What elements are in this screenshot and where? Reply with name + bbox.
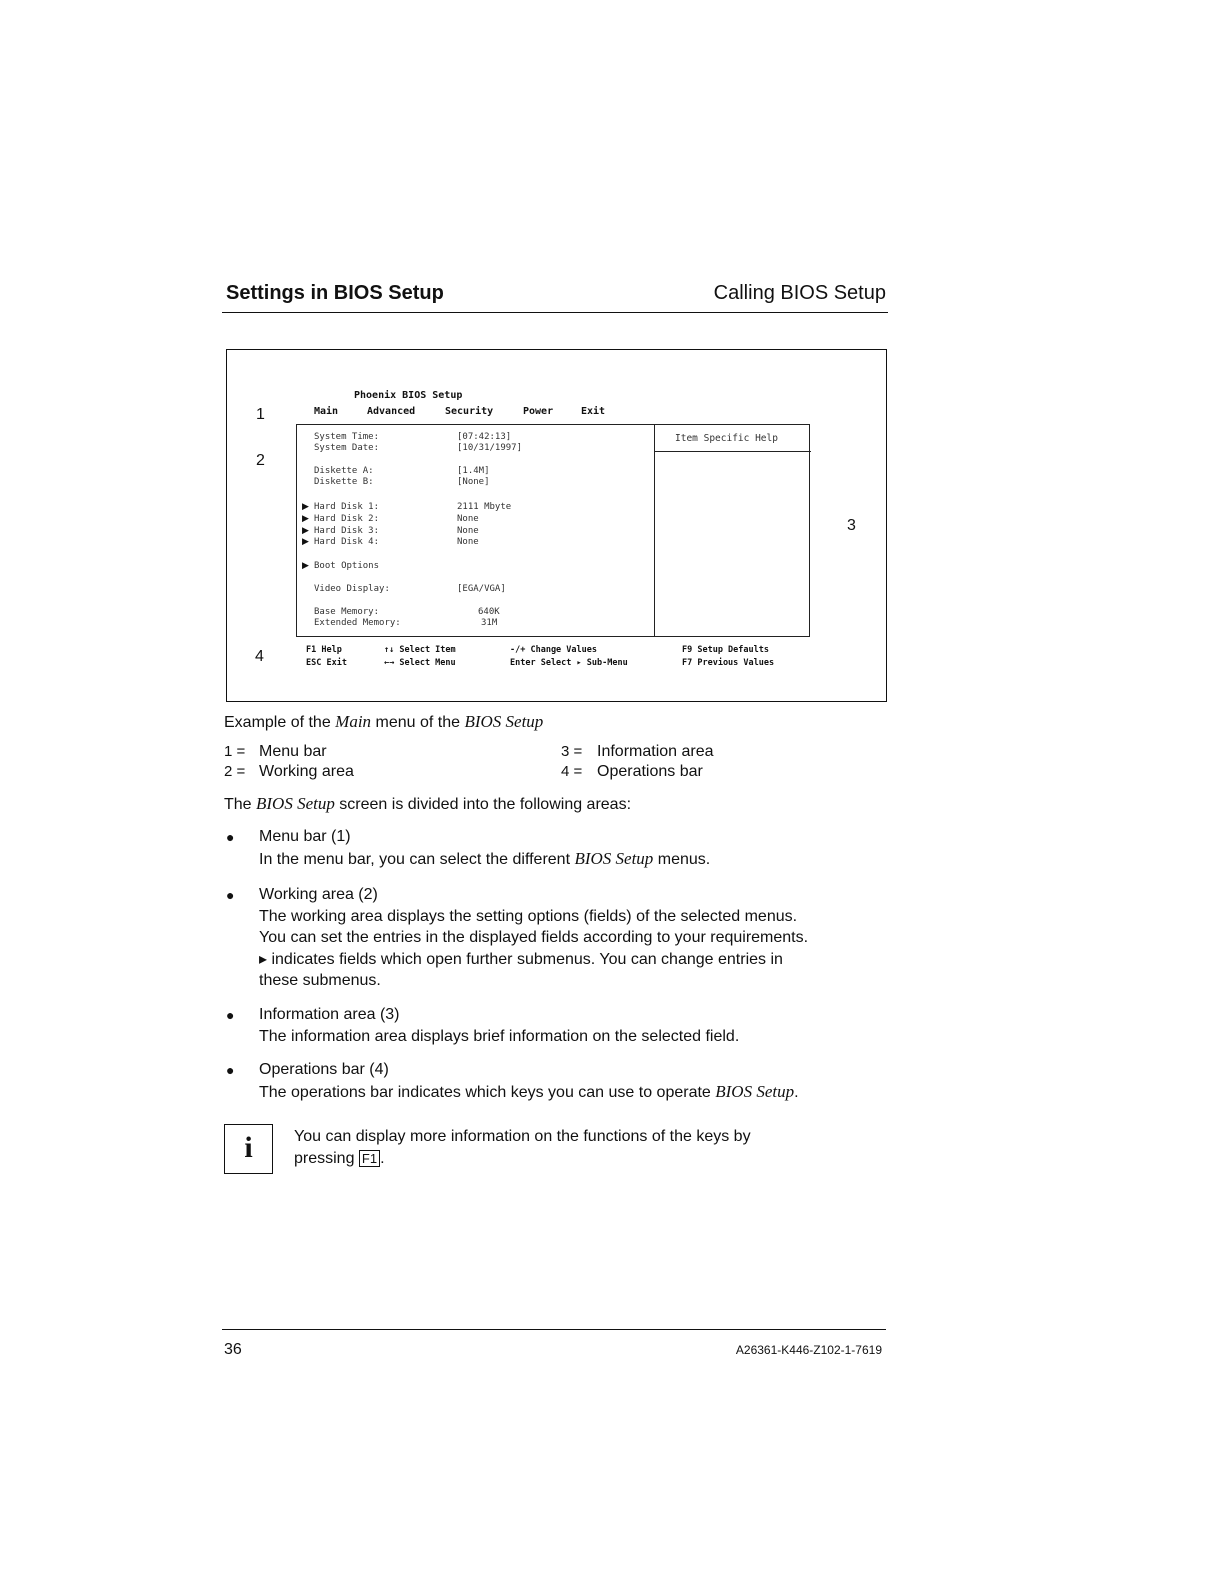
note-line bbox=[294, 1148, 934, 1170]
menu-exit[interactable]: Exit bbox=[581, 406, 606, 417]
field-value[interactable]: None bbox=[457, 537, 479, 547]
bullet-information-area bbox=[259, 1004, 899, 1047]
bullet-body: The information area displays brief information on the selected field. bbox=[259, 1027, 740, 1045]
help-underline bbox=[654, 451, 811, 452]
help-title: Item Specific Help bbox=[675, 433, 778, 444]
op-select-submenu: Enter Select ▸ Sub-Menu bbox=[510, 658, 628, 668]
field-value[interactable]: 31M bbox=[481, 618, 498, 628]
bullet-dot: ● bbox=[226, 829, 235, 845]
field-label[interactable]: Video Display: bbox=[314, 584, 390, 594]
note-post: . bbox=[380, 1149, 385, 1167]
bullet-dot: ● bbox=[226, 1062, 235, 1078]
legend-text-4: Operations bar bbox=[597, 763, 703, 780]
field-value[interactable]: None bbox=[457, 514, 479, 524]
document-code: A26361-K446-Z102-1-7619 bbox=[735, 1343, 882, 1357]
bullet-line: You can set the entries in the displayed fields according to your requirements. bbox=[259, 929, 809, 946]
op-exit: ESC Exit bbox=[306, 658, 347, 668]
bullet-line: ▸ indicates fields which open further submenus. You can change entries in bbox=[259, 950, 783, 968]
body-pre: The operations bar indicates which keys you can use to operate bbox=[259, 1083, 716, 1101]
bullet-title: Operations bar (4) bbox=[259, 1061, 389, 1078]
op-select-item: ↑↓ Select Item bbox=[384, 645, 456, 655]
legend-num-2: 2 = bbox=[224, 763, 246, 780]
intro-bios: BIOS Setup bbox=[256, 794, 335, 813]
field-label[interactable]: Hard Disk 2: bbox=[314, 514, 380, 524]
intro-post: screen is divided into the following areas: bbox=[334, 796, 632, 813]
menu-security[interactable]: Security bbox=[445, 406, 494, 417]
bullet-body bbox=[259, 848, 899, 871]
section-title: Settings in BIOS Setup bbox=[226, 282, 444, 304]
op-change-values: -/+ Change Values bbox=[510, 645, 597, 655]
bullet-dot: ● bbox=[226, 887, 235, 903]
field-label[interactable]: System Date: bbox=[314, 443, 380, 453]
body-post: menus. bbox=[653, 850, 711, 868]
field-value[interactable]: [1.4M] bbox=[457, 466, 490, 476]
field-label[interactable]: Base Memory: bbox=[314, 607, 380, 617]
callout-4: 4 bbox=[255, 648, 264, 665]
area-divider bbox=[654, 425, 655, 636]
bullet-body bbox=[259, 1081, 899, 1104]
field-label[interactable]: System Time: bbox=[314, 432, 380, 442]
bullet-title: Information area (3) bbox=[259, 1006, 400, 1023]
footer-rule bbox=[222, 1329, 886, 1330]
intro-paragraph bbox=[224, 794, 631, 814]
field-value[interactable]: [10/31/1997] bbox=[457, 443, 523, 453]
body-pre: In the menu bar, you can select the different bbox=[259, 850, 575, 868]
bullet-dot: ● bbox=[226, 1007, 235, 1023]
op-help: F1 Help bbox=[306, 645, 342, 655]
body-post: . bbox=[794, 1083, 799, 1101]
bios-screen-title: Phoenix BIOS Setup bbox=[354, 390, 463, 401]
bullet-working-area bbox=[259, 884, 899, 992]
legend-text-2: Working area bbox=[259, 763, 354, 780]
submenu-arrow-icon: ▶ bbox=[302, 513, 309, 523]
field-label[interactable]: Hard Disk 4: bbox=[314, 537, 380, 547]
info-glyph: i bbox=[244, 1131, 253, 1164]
bullet-line: these submenus. bbox=[259, 972, 381, 989]
note-text bbox=[294, 1126, 934, 1169]
legend-num-1: 1 = bbox=[224, 743, 246, 760]
field-value[interactable]: [EGA/VGA] bbox=[457, 584, 506, 594]
callout-2: 2 bbox=[256, 452, 265, 469]
bullet-operations-bar bbox=[259, 1059, 899, 1103]
field-value[interactable]: [07:42:13] bbox=[457, 432, 512, 442]
caption-main: Main bbox=[335, 712, 372, 731]
caption-bios: BIOS Setup bbox=[464, 712, 544, 731]
body-bios: BIOS Setup bbox=[715, 1081, 795, 1101]
menu-main[interactable]: Main bbox=[314, 406, 339, 417]
field-label[interactable]: Extended Memory: bbox=[314, 618, 401, 628]
caption-text-mid: menu of the bbox=[371, 714, 465, 731]
info-icon bbox=[224, 1124, 273, 1174]
f1-key-icon: F1 bbox=[359, 1150, 380, 1167]
field-value[interactable]: 640K bbox=[478, 607, 500, 617]
legend-num-4: 4 = bbox=[561, 763, 583, 780]
bullet-title: Menu bar (1) bbox=[259, 828, 351, 845]
chapter-title: Calling BIOS Setup bbox=[713, 282, 886, 304]
field-label[interactable]: Diskette A: bbox=[314, 466, 374, 476]
submenu-arrow-icon: ▶ bbox=[302, 501, 309, 511]
field-label[interactable]: Diskette B: bbox=[314, 477, 374, 487]
op-setup-defaults: F9 Setup Defaults bbox=[682, 645, 769, 655]
legend-num-3: 3 = bbox=[561, 743, 583, 760]
legend-text-1: Menu bar bbox=[259, 743, 327, 760]
legend-text-3: Information area bbox=[597, 743, 714, 760]
note-line: You can display more information on the functions of the keys by bbox=[294, 1128, 751, 1145]
field-label[interactable]: Hard Disk 3: bbox=[314, 526, 380, 536]
intro-pre: The bbox=[224, 796, 257, 813]
field-value[interactable]: [None] bbox=[457, 477, 490, 487]
op-select-menu: ←→ Select Menu bbox=[384, 658, 456, 668]
submenu-arrow-icon: ▶ bbox=[302, 536, 309, 546]
field-label[interactable]: Hard Disk 1: bbox=[314, 502, 380, 512]
bullet-menu-bar bbox=[259, 826, 899, 870]
callout-3: 3 bbox=[847, 517, 856, 534]
caption-text: Example of the bbox=[224, 714, 336, 731]
note-pre: pressing bbox=[294, 1149, 359, 1167]
bullet-line: The working area displays the setting options (fields) of the selected menus. bbox=[259, 907, 798, 925]
op-previous-values: F7 Previous Values bbox=[682, 658, 775, 668]
page-number: 36 bbox=[224, 1341, 242, 1358]
submenu-arrow-icon: ▶ bbox=[302, 525, 309, 535]
menu-power[interactable]: Power bbox=[523, 406, 554, 417]
callout-1: 1 bbox=[256, 406, 265, 423]
field-value[interactable]: 2111 Mbyte bbox=[457, 502, 512, 512]
body-bios: BIOS Setup bbox=[574, 848, 654, 868]
submenu-arrow-icon: ▶ bbox=[302, 560, 309, 570]
bullet-title: Working area (2) bbox=[259, 886, 378, 903]
field-label[interactable]: Boot Options bbox=[314, 561, 380, 571]
header-rule bbox=[222, 312, 888, 313]
field-value[interactable]: None bbox=[457, 526, 479, 536]
menu-advanced[interactable]: Advanced bbox=[367, 406, 416, 417]
figure-caption bbox=[224, 712, 543, 732]
